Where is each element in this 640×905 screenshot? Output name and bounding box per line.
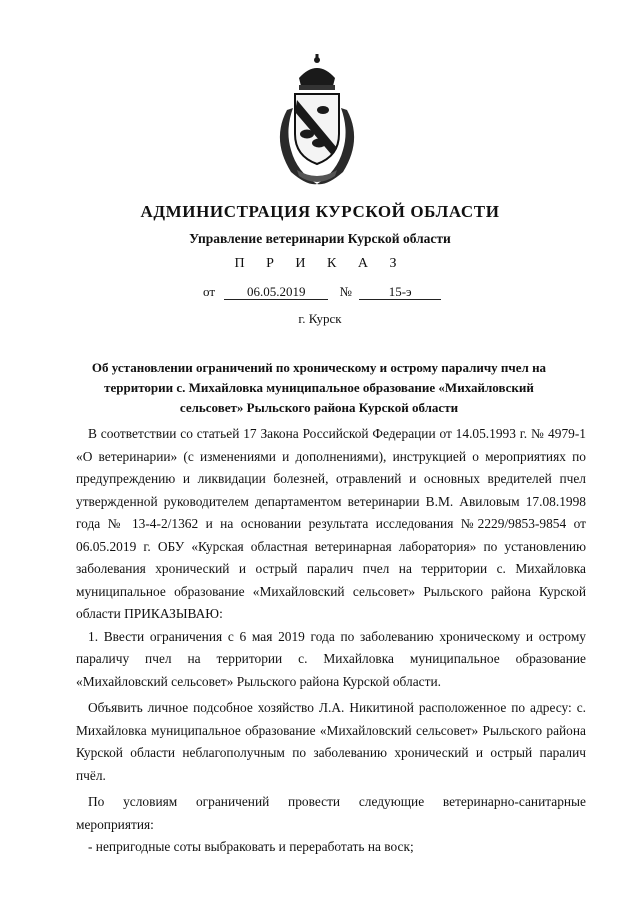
- department-name: Управление ветеринарии Курской области: [189, 231, 451, 246]
- number-prefix: №: [339, 284, 352, 299]
- document-date: 06.05.2019: [224, 285, 328, 300]
- body-paragraph: В соответствии со статьей 17 Закона Российской Федерации от 14.05.1993 г. № 4979-1 «О ветеринарии» (с изменениями и дополнениями), инструкцией о мероприятиях по предупреждению и ликвидации болезней, отравлений и основных вредителей пчел утвержденной руководителем департаментом ветеринарии В.М. Авиловым 17.08.1998 года № 13-4-2/1362 и на основании результата исследования №2229/9853-9854 от 06.05.2019 г. ОБУ «Курская областная ветеринарная лаборатория» по установлению заболевания хронический и острый паралич пчел на территории с. Михайловка муниципальное образование «Михайловский сельсовет» Рыльского района Курской области ПРИКАЗЫВАЮ:: [76, 426, 586, 621]
- document-subject: Об установлении ограничений по хроническому и острому параличу пчел на территории с. Михайловка муниципальное образование «Михайловский сельсовет» Рыльского района Курской области: [91, 360, 547, 415]
- date-number-line: [203, 284, 441, 300]
- document-type: П Р И К А З: [234, 256, 406, 271]
- date-prefix: от: [203, 284, 216, 299]
- body-paragraph: Объявить личное подсобное хозяйство Л.А. Никитиной расположенное по адресу: с. Михайловка муниципальное образование «Михайловский сельсовет» Рыльского района Курской области неблагополучным по заболеванию хронический и острый паралич пчёл.: [76, 700, 586, 783]
- kursk-coat-of-arms-icon: [257, 50, 377, 190]
- city-name: г. Курск: [298, 311, 342, 326]
- document-number: 15-э: [359, 285, 441, 300]
- document-body: [76, 423, 586, 859]
- body-paragraph: По условиям ограничений провести следующие ветеринарно-санитарные мероприятия:: [76, 794, 586, 832]
- organization-title: АДМИНИСТРАЦИЯ КУРСКОЙ ОБЛАСТИ: [140, 202, 500, 221]
- body-paragraph: - непригодные соты выбраковать и переработать на воск;: [88, 839, 414, 854]
- body-paragraph: 1. Ввести ограничения с 6 мая 2019 года по заболеванию хроническому и острому параличу пчел на территории с. Михайловка муниципальное образование «Михайловский сельсовет» Рыльского района Курской области.: [76, 628, 586, 689]
